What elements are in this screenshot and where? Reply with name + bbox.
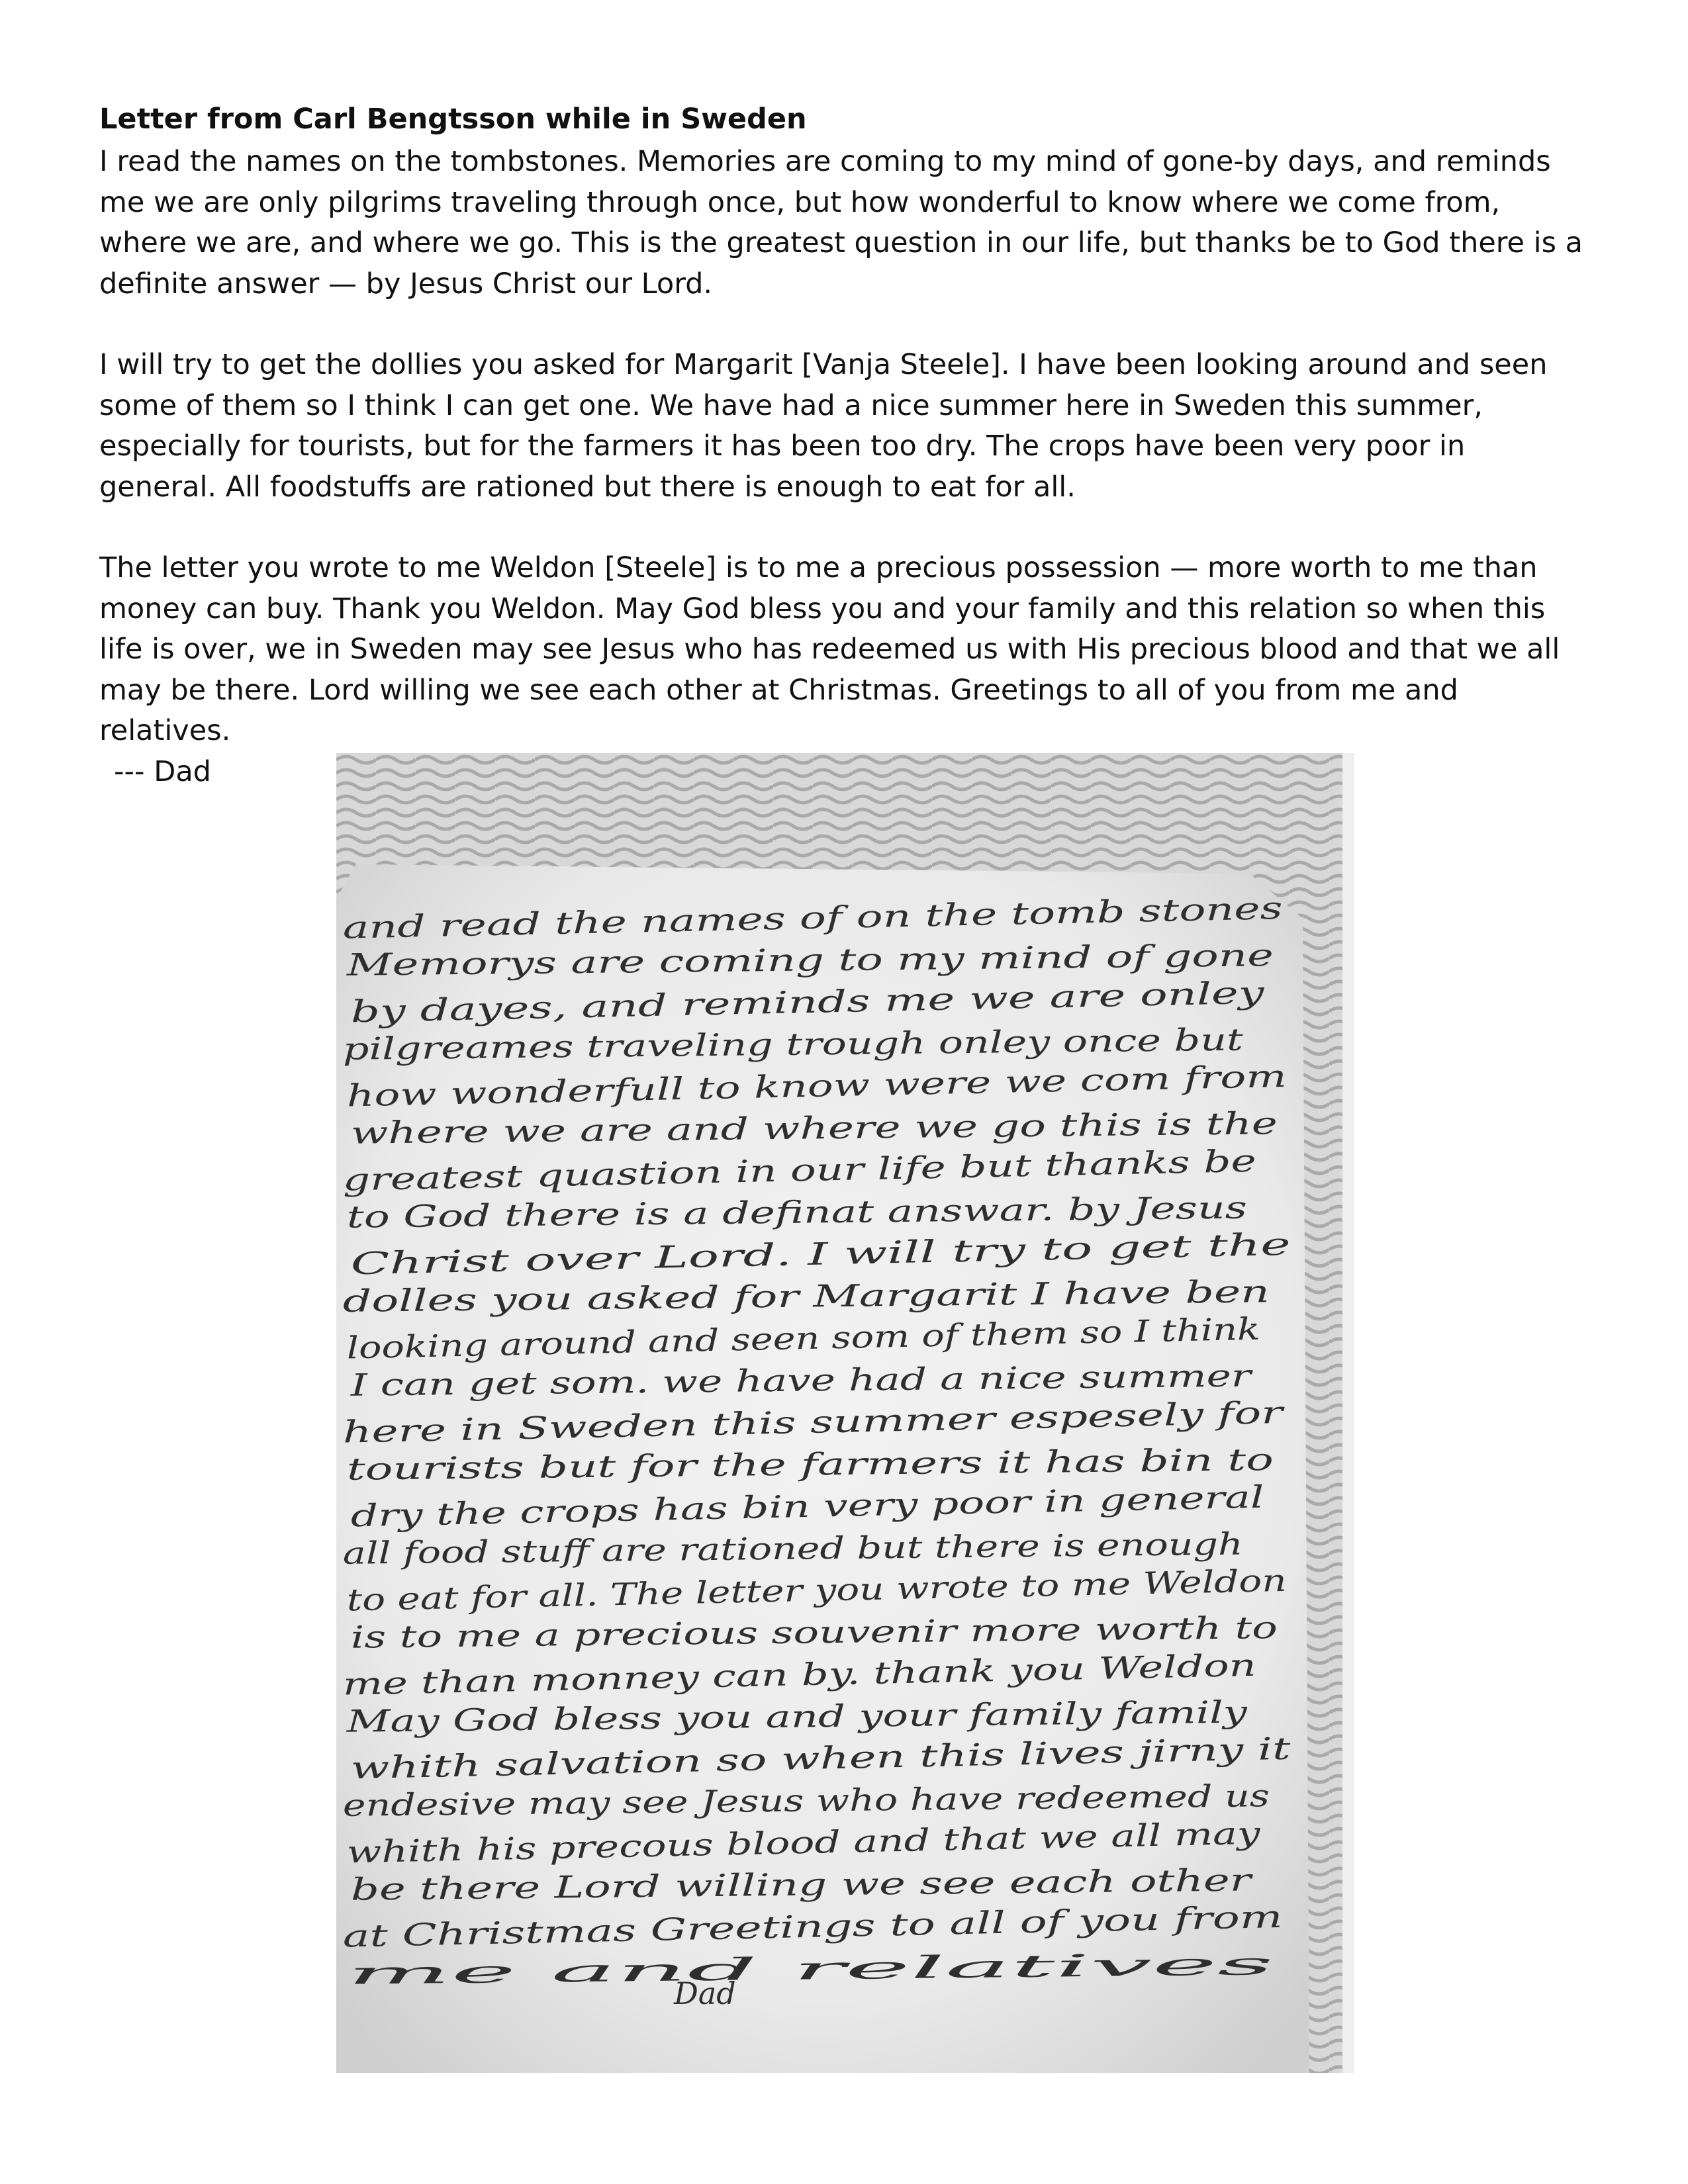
handwritten-line: how wonderfull to know were we com from (346, 1064, 1017, 1114)
handwritten-line: be there Lord willing we see each other (350, 1864, 967, 1907)
handwritten-line: whith salvation so when this lives jirny it (350, 1737, 982, 1786)
handwritten-line: to eat for all. The letter you wrote to me Weldon (346, 1566, 1093, 1618)
handwritten-line: Memorys are coming to my mind of gone (346, 940, 982, 983)
handwritten-line: endesive may see Jesus who have redeemed us (342, 1780, 1070, 1823)
handwritten-line: dolles you asked for Margarit I have ben (342, 1276, 971, 1319)
handwritten-line: I can get som. we have had a nice summer (350, 1360, 1010, 1403)
handwritten-line: dry the crops has bin very poor in general (350, 1484, 1002, 1534)
handwritten-line: me and relatives (346, 1952, 604, 1991)
handwritten-line: greatest quastion in our life but thanks be (342, 1148, 996, 1198)
letter-paragraph-3: The letter you wrote to me Weldon [Steele] is to me a precious possession — more worth to me than money can buy. Thank you Weldon. May God bless you and your family and this relation so when this life is over, we in Sweden may see Jesus who has redeemed us with His precious blood and that we all may be there. Lord willing we see each other at Christmas. Greetings to all of you from me and relatives. (99, 551, 1560, 747)
handwritten-line: pilgreames traveling trough onley once but (342, 1024, 1013, 1067)
handwritten-line: is to me a precious souvenir more worth to (350, 1612, 1016, 1655)
handwritten-line: where we are and where we go this is the (350, 1108, 998, 1151)
handwritten-line: to God there is a definat answar. by Jesus (346, 1192, 988, 1235)
letter-signoff: --- Dad (114, 754, 211, 788)
letter-title: Letter from Carl Bengtsson while in Sweden (99, 103, 807, 136)
handwritten-line: at Christmas Greetings to all of you from (342, 1905, 977, 1954)
handwritten-line: here in Sweden this summer espesely for (342, 1400, 982, 1450)
handwritten-signature: Dad (674, 1976, 736, 2011)
handwritten-line: by dayes, and reminds me we are onley (350, 981, 962, 1030)
letter-paragraph-1: I read the names on the tombstones. Memories are coming to my mind of gone-by days, and reminds me we are only pilgrims traveling through once, but how wonderful to know where we come from, where we are, and where we go. This is the greatest question in our life, but thanks be to God there is a definite answer — by Jesus Christ our Lord. (99, 145, 1583, 300)
handwritten-line: tourists but for the farmers it has bin to (346, 1445, 964, 1487)
handwritten-line: and read the names of on the tomb stones (342, 896, 994, 946)
handwritten-line: all food stuff are rationed but there is enough (342, 1527, 1050, 1571)
letter-transcription (99, 98, 1589, 792)
handwritten-line: whith his precous blood and that we all may (346, 1819, 1031, 1870)
handwritten-letter-scan (336, 753, 1354, 2073)
scan-image (336, 753, 1354, 2073)
handwritten-line: May God bless you and your family family (346, 1696, 994, 1739)
letter-paragraph-2: I will try to get the dollies you asked for Margarit [Vanja Steele]. I have been looking around and seen some of them so I think I can get one. We have had a nice summer here in Sweden this summer, especially for tourists, but for the farmers it has been too dry. The crops have been very poor in general. All foodstuffs are rationed but there is enough to eat for all. (99, 348, 1548, 504)
handwritten-line: Christ over Lord. I will try to get the (350, 1234, 915, 1282)
handwritten-line: me than monney can by. thank you Weldon (342, 1652, 1004, 1702)
handwritten-line: looking around and seen som of them so I think (346, 1314, 1083, 1366)
